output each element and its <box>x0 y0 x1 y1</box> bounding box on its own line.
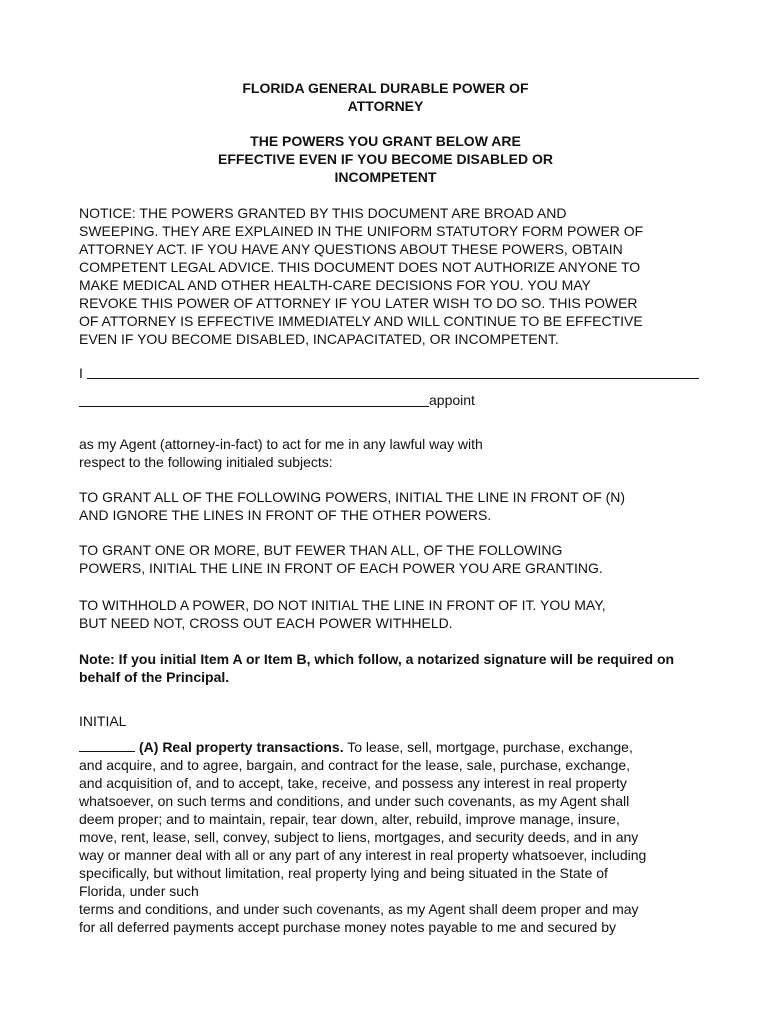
withhold-instruction: TO WITHHOLD A POWER, DO NOT INITIAL THE LINE IN FRONT OF IT. YOU MAY, BUT NEED NOT, CROSS OUT EACH POWER WITHHELD. <box>79 597 606 631</box>
item-a-continued: terms and conditions, and under such covenants, as my Agent shall deem proper and may for all deferred payments accept purchase money notes payable to me and secured by <box>79 901 639 935</box>
principal-name-line[interactable] <box>79 364 699 382</box>
document-subtitle: THE POWERS YOU GRANT BELOW ARE EFFECTIVE EVEN IF YOU BECOME DISABLED OR INCOMPETENT <box>217 133 553 185</box>
principal-label: I <box>79 365 83 381</box>
item-a-body: To lease, sell, mortgage, purchase, exchange, and acquire, and to agree, bargain, and contract for the lease, sale, purchase, exchange, and acquisition of, and to accept, take, receive, and possess any interest in real property whatsoever, on such terms and conditions, and under such covenants, as my Agent shall deem proper; and to maintain, repair, tear down, alter, rebuild, improve manage, insure, move, rent, lease, sell, convey, subject to liens, mortgages, and security deeds, and in any way or manner deal with all or any part of any interest in real property whatsoever, including specifically, but without limitation, real property lying and being situated in the State of Florida, under such <box>79 739 647 899</box>
principal-name-blank[interactable] <box>87 378 699 379</box>
agent-paragraph: as my Agent (attorney-in-fact) to act for me in any lawful way with respect to the following initialed subjects: <box>79 436 483 470</box>
agent-name-blank[interactable] <box>79 406 429 407</box>
grant-some-instruction: TO GRANT ONE OR MORE, BUT FEWER THAN ALL, OF THE FOLLOWING POWERS, INITIAL THE LINE IN FRONT OF EACH POWER YOU ARE GRANTING. <box>79 542 603 576</box>
agent-name-line[interactable] <box>79 391 509 409</box>
appoint-label: appoint <box>429 392 475 408</box>
initial-column-label: INITIAL <box>79 713 127 729</box>
grant-all-instruction: TO GRANT ALL OF THE FOLLOWING POWERS, INITIAL THE LINE IN FRONT OF (N) AND IGNORE THE LINES IN FRONT OF THE OTHER POWERS. <box>79 489 626 523</box>
item-a-paragraph <box>79 738 699 900</box>
document-title: FLORIDA GENERAL DURABLE POWER OF ATTORNEY <box>242 80 529 114</box>
notice-paragraph: NOTICE: THE POWERS GRANTED BY THIS DOCUMENT ARE BROAD AND SWEEPING. THEY ARE EXPLAINED IN THE UNIFORM STATUTORY FORM POWER OF ATTORNEY ACT. IF YOU HAVE ANY QUESTIONS ABOUT THESE POWERS, OBTAIN COMPETENT LEGAL ADVICE. THIS DOCUMENT DOES NOT AUTHORIZE ANYONE TO MAKE MEDICAL AND OTHER HEALTH-CARE DECISIONS FOR YOU. YOU MAY REVOKE THIS POWER OF ATTORNEY IF YOU LATER WISH TO DO SO. THIS POWER OF ATTORNEY IS EFFECTIVE IMMEDIATELY AND WILL CONTINUE TO BE EFFECTIVE EVEN IF YOU BECOME DISABLED, INCAPACITATED, OR INCOMPETENT. <box>79 205 644 347</box>
item-a-heading: (A) Real property transactions. <box>139 739 344 755</box>
item-a-initial-blank[interactable] <box>79 739 135 752</box>
notary-note: Note: If you initial Item A or Item B, which follow, a notarized signature will be required on behalf of the Principal. <box>79 651 675 685</box>
